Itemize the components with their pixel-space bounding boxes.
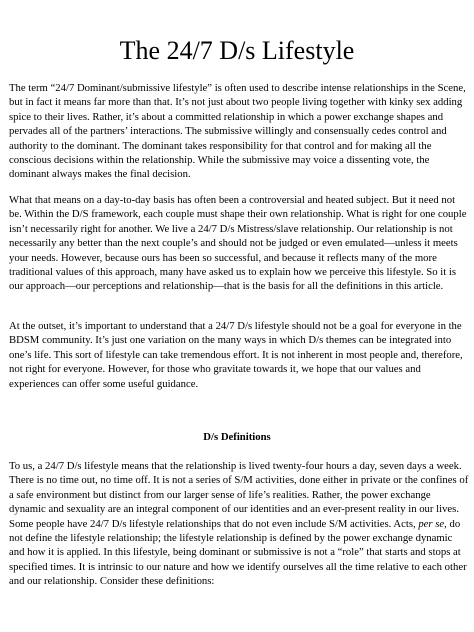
definitions-text-part-2: , do not define the lifestyle relationship; the lifestyle relationship is defined by the power exchange dynamic and how it is applied. In this lifestyle, being dominant or submissive is not a “role” that starts and stops at specified times. It is intrinsic to our nature and how we identify ourselves all the time relative to each other and our relationship. Consider these definitions: xyxy=(9,517,467,588)
definitions-italic-phrase: per se xyxy=(418,517,445,530)
paragraph-intro: The term “24/7 Dominant/submissive lifestyle” is often used to describe intense relationships in the Scene, but in fact it means far more than that. It’s not just about two people living together with kinky sex adding spice to their lives. Rather, it’s about a committed relationship in which a power exchange shapes and pervades all of the partners’ interactions. The submissive willingly and consensually cedes control and authority to the dominant. The dominant takes responsibility for that control and for making all the conscious decisions within the relationship. While the submissive may voice a dissenting vote, the dominant always makes the final decision. xyxy=(9,82,466,181)
section-heading-definitions: D/s Definitions xyxy=(203,431,271,443)
paragraph-day-to-day: What that means on a day-to-day basis has often been a controversial and heated subject. But it need not be. Within the D/S framework, each couple must shape their own relationship. What is right for one couple isn’t necessarily right for another. We live a 24/7 D/s Mistress/slave relationship. Our relationship is not necessarily any better than the next couple’s and should not be judged or even emulated—unless it meets your needs. However, because ours has been so successful, and because it reflects many of the more traditional values of this approach, many have asked us to explain how we perceive this lifestyle. So it is our approach—our perceptions and relationship—that is the basis for all the definitions in this article. xyxy=(9,194,467,293)
paragraph-definitions xyxy=(9,459,469,589)
paragraph-outset: At the outset, it’s important to understand that a 24/7 D/s lifestyle should not be a goal for everyone in the BDSM community. It’s just one variation on the many ways in which D/s themes can be integrated into one’s life. This sort of lifestyle can take tremendous effort. It is not inherent in most people and, therefore, not right for everyone. However, for those who gravitate towards it, we hope that our values and experiences can offer some useful guidance. xyxy=(9,320,463,390)
document-title: The 24/7 D/s Lifestyle xyxy=(119,36,355,65)
definitions-text-part-1: To us, a 24/7 D/s lifestyle means that the relationship is lived twenty-four hours a day, seven days a week. There is no time out, no time off. It is not a series of S/M activities, done either in private or the confines of a safe environment but distinct from our larger sense of life’s realities. Rather, the power exchange dynamic and sexuality are an integral component of our identities and an ever-present reality in our lives. Some people have 24/7 D/s lifestyle relationships that do not even include S/M activities. Acts, xyxy=(9,460,469,530)
